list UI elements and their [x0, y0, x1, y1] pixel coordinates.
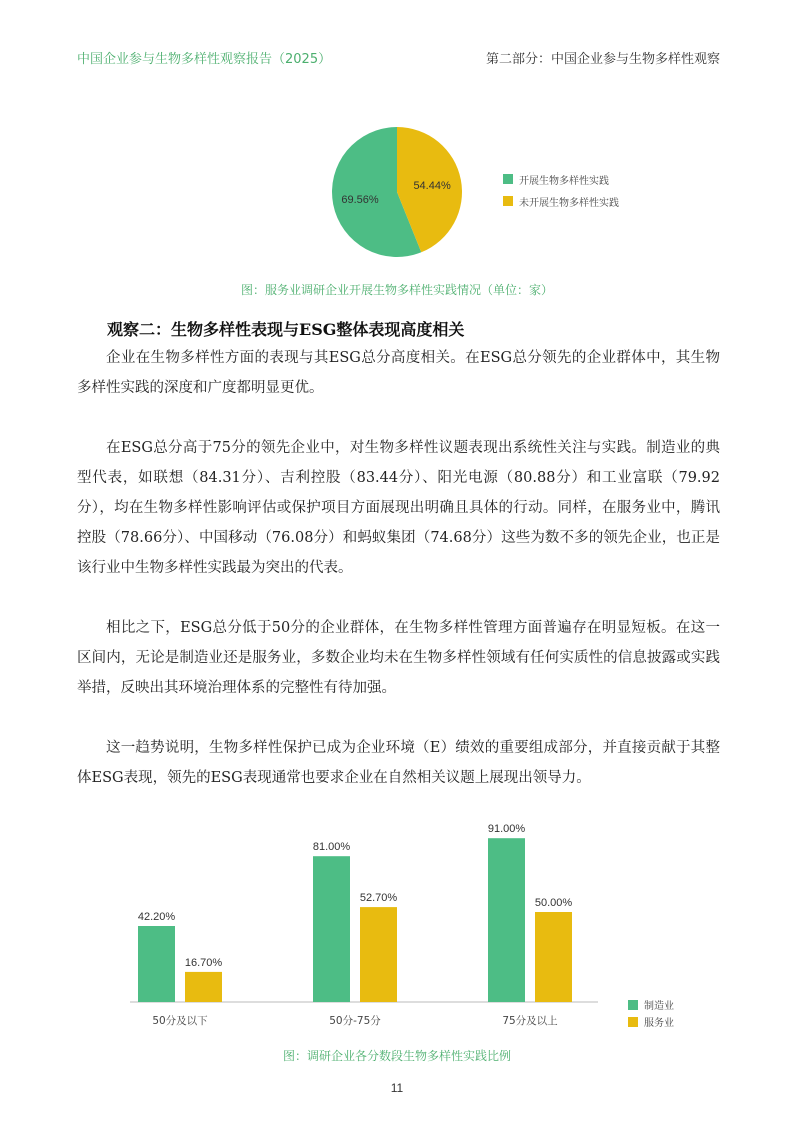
paragraph-3: 相比之下，ESG总分低于50分的企业群体，在生物多样性管理方面普遍存在明显短板。在这一区间内，无论是制造业还是服务业，多数企业均未在生物多样性领域有任何实质性的信息披露或实践举措，反映出其环境治理体系的完整性有待加强。	[77, 620, 720, 696]
bar-chart	[120, 810, 600, 1030]
bar-legend-label-manufacturing: 制造业	[644, 1001, 674, 1012]
bar-legend-label-service: 服务业	[644, 1018, 674, 1029]
bar-manufacturing	[488, 838, 525, 1002]
bar-legend-item-manufacturing	[628, 996, 674, 1013]
header-section-title: 第二部分：中国企业参与生物多样性观察	[485, 52, 720, 67]
bar-value-label: 16.70%	[184, 956, 223, 969]
legend-swatch-yellow	[503, 196, 513, 206]
bar-manufacturing	[313, 856, 350, 1002]
pie-legend-label-practice: 开展生物多样性实践	[519, 175, 609, 187]
bar-category-label: 50分-75分	[329, 1015, 381, 1027]
bar-service	[185, 972, 222, 1002]
paragraph-1: 企业在生物多样性方面的表现与其ESG总分高度相关。在ESG总分领先的企业群体中，其生物多样性实践的深度和广度都明显更优。	[77, 350, 720, 396]
bar-manufacturing	[138, 926, 175, 1002]
bar-service	[535, 912, 572, 1002]
page-number: 11	[390, 1081, 404, 1095]
pie-legend-label-no-practice: 未开展生物多样性实践	[519, 197, 619, 209]
pie-caption: 图：服务业调研企业开展生物多样性实践情况（单位：家）	[240, 283, 553, 297]
bar-legend	[628, 996, 674, 1030]
legend-swatch-green	[503, 174, 513, 184]
bar-category-label: 50分及以下	[152, 1015, 208, 1027]
paragraph-2: 在ESG总分高于75分的领先企业中，对生物多样性议题表现出系统性关注与实践。制造业的典型代表，如联想（84.31分）、吉利控股（83.44分）、阳光电源（80.88分）和工业富联（79.92分），均在生物多样性影响评估或保护项目方面展现出明确且具体的行动。同样，在服务业中，腾讯控股（78.66分）、中国移动（76.08分）和蚂蚁集团（74.68分）这些为数不多的领先企业，也正是该行业中生物多样性实践最为突出的代表。	[77, 440, 720, 576]
bar-chart-marks	[138, 823, 573, 1002]
pie-chart-svg	[330, 125, 464, 259]
paragraph-4: 这一趋势说明，生物多样性保护已成为企业环境（E）绩效的重要组成部分，并直接贡献于其整体ESG表现，领先的ESG表现通常也要求企业在自然相关议题上展现出领导力。	[77, 740, 720, 786]
header-report-title: 中国企业参与生物多样性观察报告（2025）	[77, 52, 332, 67]
bar-value-label: 52.70%	[359, 892, 398, 905]
bar-category-label: 75分及以上	[502, 1015, 558, 1027]
pie-legend-item-practice	[503, 168, 619, 190]
pie-legend	[503, 168, 619, 212]
section-heading: 观察二：生物多样性表现与ESG整体表现高度相关	[107, 320, 465, 339]
bar-caption: 图：调研企业各分数段生物多样性实践比例	[282, 1049, 511, 1063]
pie-chart	[330, 125, 464, 259]
legend-swatch-yellow	[628, 1017, 638, 1027]
pie-label-no-practice: 54.44%	[413, 180, 451, 193]
bar-value-label: 42.20%	[137, 911, 176, 923]
bar-value-label: 91.00%	[487, 823, 526, 836]
pie-legend-item-no-practice	[503, 190, 619, 212]
bar-service	[360, 907, 397, 1002]
bar-value-label: 81.00%	[312, 841, 351, 854]
bar-legend-item-service	[628, 1013, 674, 1030]
bar-value-label: 50.00%	[534, 897, 573, 909]
pie-label-practice: 69.56%	[341, 194, 379, 207]
legend-swatch-green	[628, 1000, 638, 1010]
